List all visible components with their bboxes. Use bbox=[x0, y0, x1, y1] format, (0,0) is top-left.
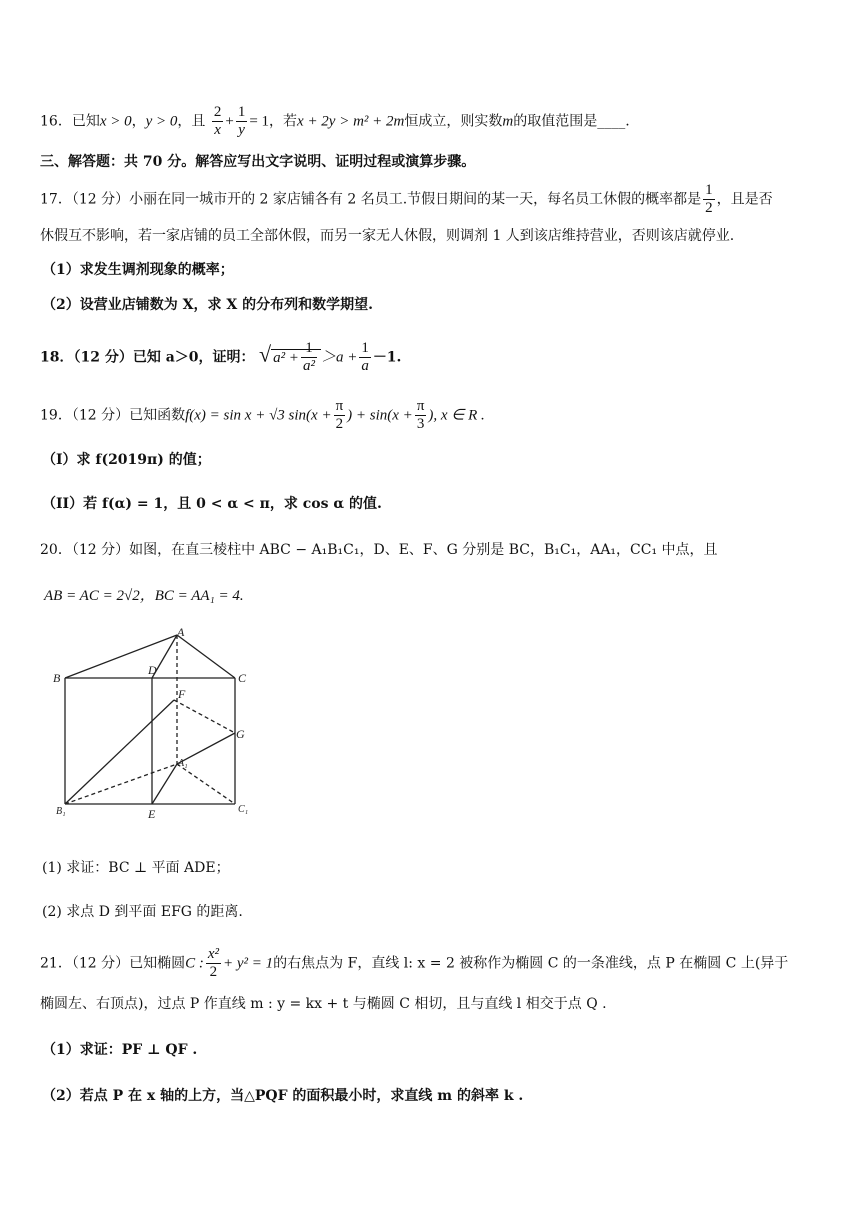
label-B: B bbox=[53, 671, 61, 685]
q16-plus: + bbox=[225, 113, 234, 130]
label-C: C bbox=[238, 671, 247, 685]
q19-func-c: ), x ∈ R . bbox=[428, 407, 485, 424]
q20-part1: (1) 求证：BC ⊥ 平面 ADE； bbox=[42, 860, 230, 876]
question-17-line1 bbox=[40, 182, 773, 217]
label-E: E bbox=[148, 807, 156, 821]
q19-func-b: ) + sin(x + bbox=[347, 407, 413, 424]
section-3-heading: 三、解答题：共 70 分。解答应写出文字说明、证明过程或演算步骤。 bbox=[40, 154, 476, 170]
q16-sep2: ，且 bbox=[177, 113, 206, 130]
q16-tail: 的取值范围是____. bbox=[513, 113, 630, 130]
q18-frac2: $\frac{1}{a}$ bbox=[361, 340, 369, 374]
q17-part2: （2）设营业店铺数为 X，求 X 的分布列和数学期望. bbox=[42, 297, 373, 313]
label-D: D bbox=[148, 663, 157, 677]
q16-var: m bbox=[502, 113, 514, 130]
label-F: F bbox=[178, 687, 186, 701]
q20-line1: 20．（12 分）如图，在直三棱柱中 ABC − A₁B₁C₁，D、E、F、G 分别是 BC，B₁C₁，AA₁，CC₁ 中点，且 bbox=[40, 542, 718, 558]
question-19: 19．（12 分）已知函数f(x) = sin x + √3 sin(x + $\frac{\pi}{2}$ ) + sin(x + $\frac{\pi}{3}$ ), x ∈ R . bbox=[40, 398, 485, 432]
q19-prefix: 19．（12 分）已知函数 bbox=[40, 407, 186, 424]
label-C1: C₁ bbox=[238, 804, 249, 815]
q17-text-a: 17．（12 分）小丽在同一城市开的 2 家店铺各有 2 名员工.节假日期间的某一天，每名员工休假的概率都是 bbox=[40, 191, 702, 208]
q19-part1: （I）求 f(2019π) 的值； bbox=[42, 452, 211, 468]
q16-prefix: 16．已知 bbox=[40, 113, 100, 130]
label-A: A bbox=[177, 628, 185, 639]
q21-text-a: 21．（12 分）已知椭圆 bbox=[40, 955, 186, 972]
label-B1: B₁ bbox=[56, 806, 66, 817]
label-G: G bbox=[236, 727, 245, 741]
question-17-line2: 休假互不影响，若一家店铺的员工全部休假，而另一家无人休假，则调剂 1 人到该店维持营业，否则该店就停业. bbox=[40, 228, 735, 244]
q16-cond2: y > 0 bbox=[145, 113, 178, 130]
q21-frac: $\frac{\text{x²}}{2}$ bbox=[207, 946, 219, 980]
q17-frac: $\frac{1}{2}$ bbox=[705, 182, 713, 216]
q18-tail: －1. bbox=[372, 349, 402, 366]
question-21-line1: 21．（12 分）已知椭圆C : $\frac{\text{x²}}{2}$ + y² = 1的右焦点为 F，直线 l: x = 2 被称作为椭圆 C 的一条准线，点 P 在椭圆 C 上(异于 bbox=[40, 946, 789, 980]
q16-frac1: $\frac{2}{x}$ bbox=[213, 104, 222, 138]
q18-sqrt: a² + $\frac{1}{\text{a²}}$ bbox=[271, 349, 321, 366]
q19-part2: （II）若 f(α) = 1，且 0 < α < π，求 cos α 的值. bbox=[42, 496, 382, 512]
q21-part1: （1）求证：PF ⊥ QF . bbox=[42, 1042, 198, 1058]
q16-eq: = 1 bbox=[249, 113, 270, 130]
q16-sep1: ， bbox=[131, 113, 146, 130]
q16-frac2: $\frac{1}{y}$ bbox=[237, 104, 246, 138]
question-16 bbox=[40, 104, 630, 139]
q17-part1: （1）求发生调剂现象的概率； bbox=[42, 262, 234, 278]
q21-part2: （2）若点 P 在 x 轴的上方，当△PQF 的面积最小时，求直线 m 的斜率 k . bbox=[42, 1088, 524, 1104]
q16-suffix: 恒成立，则实数 bbox=[404, 113, 503, 130]
label-A1: A₁ bbox=[178, 758, 188, 769]
q20-part2: (2) 求点 D 到平面 EFG 的距离. bbox=[42, 904, 243, 920]
q16-mid: ，若 bbox=[269, 113, 298, 130]
q19-func-a: f(x) = sin x + √3 sin(x + bbox=[185, 407, 332, 424]
q16-inequality: x + 2y > m² + 2m bbox=[297, 113, 405, 130]
q20-line2: AB = AC = 2√2，BC = AA₁ = 4. bbox=[44, 588, 244, 604]
q21-line2: 椭圆左、右顶点)，过点 P 作直线 m : y = kx + t 与椭圆 C 相切，且与直线 l 相交于点 Q . bbox=[40, 996, 607, 1012]
question-18: 18．（12 分）已知 a＞0，证明： √ a² + $\frac{1}{\text{a²}}$ ＞a + $\frac{1}{a}$ －1. bbox=[40, 340, 402, 374]
q18-prefix: 18．（12 分）已知 a＞0，证明： bbox=[40, 349, 255, 366]
q21-text-b: 的右焦点为 F，直线 l: x = 2 被称作为椭圆 C 的一条准线，点 P 在椭圆 C 上(异于 bbox=[273, 955, 789, 972]
prism-figure bbox=[50, 628, 270, 828]
q16-cond1: x > 0 bbox=[99, 113, 132, 130]
q18-gt: ＞a + bbox=[320, 349, 358, 366]
q17-text-b: ，且是否 bbox=[716, 191, 773, 208]
